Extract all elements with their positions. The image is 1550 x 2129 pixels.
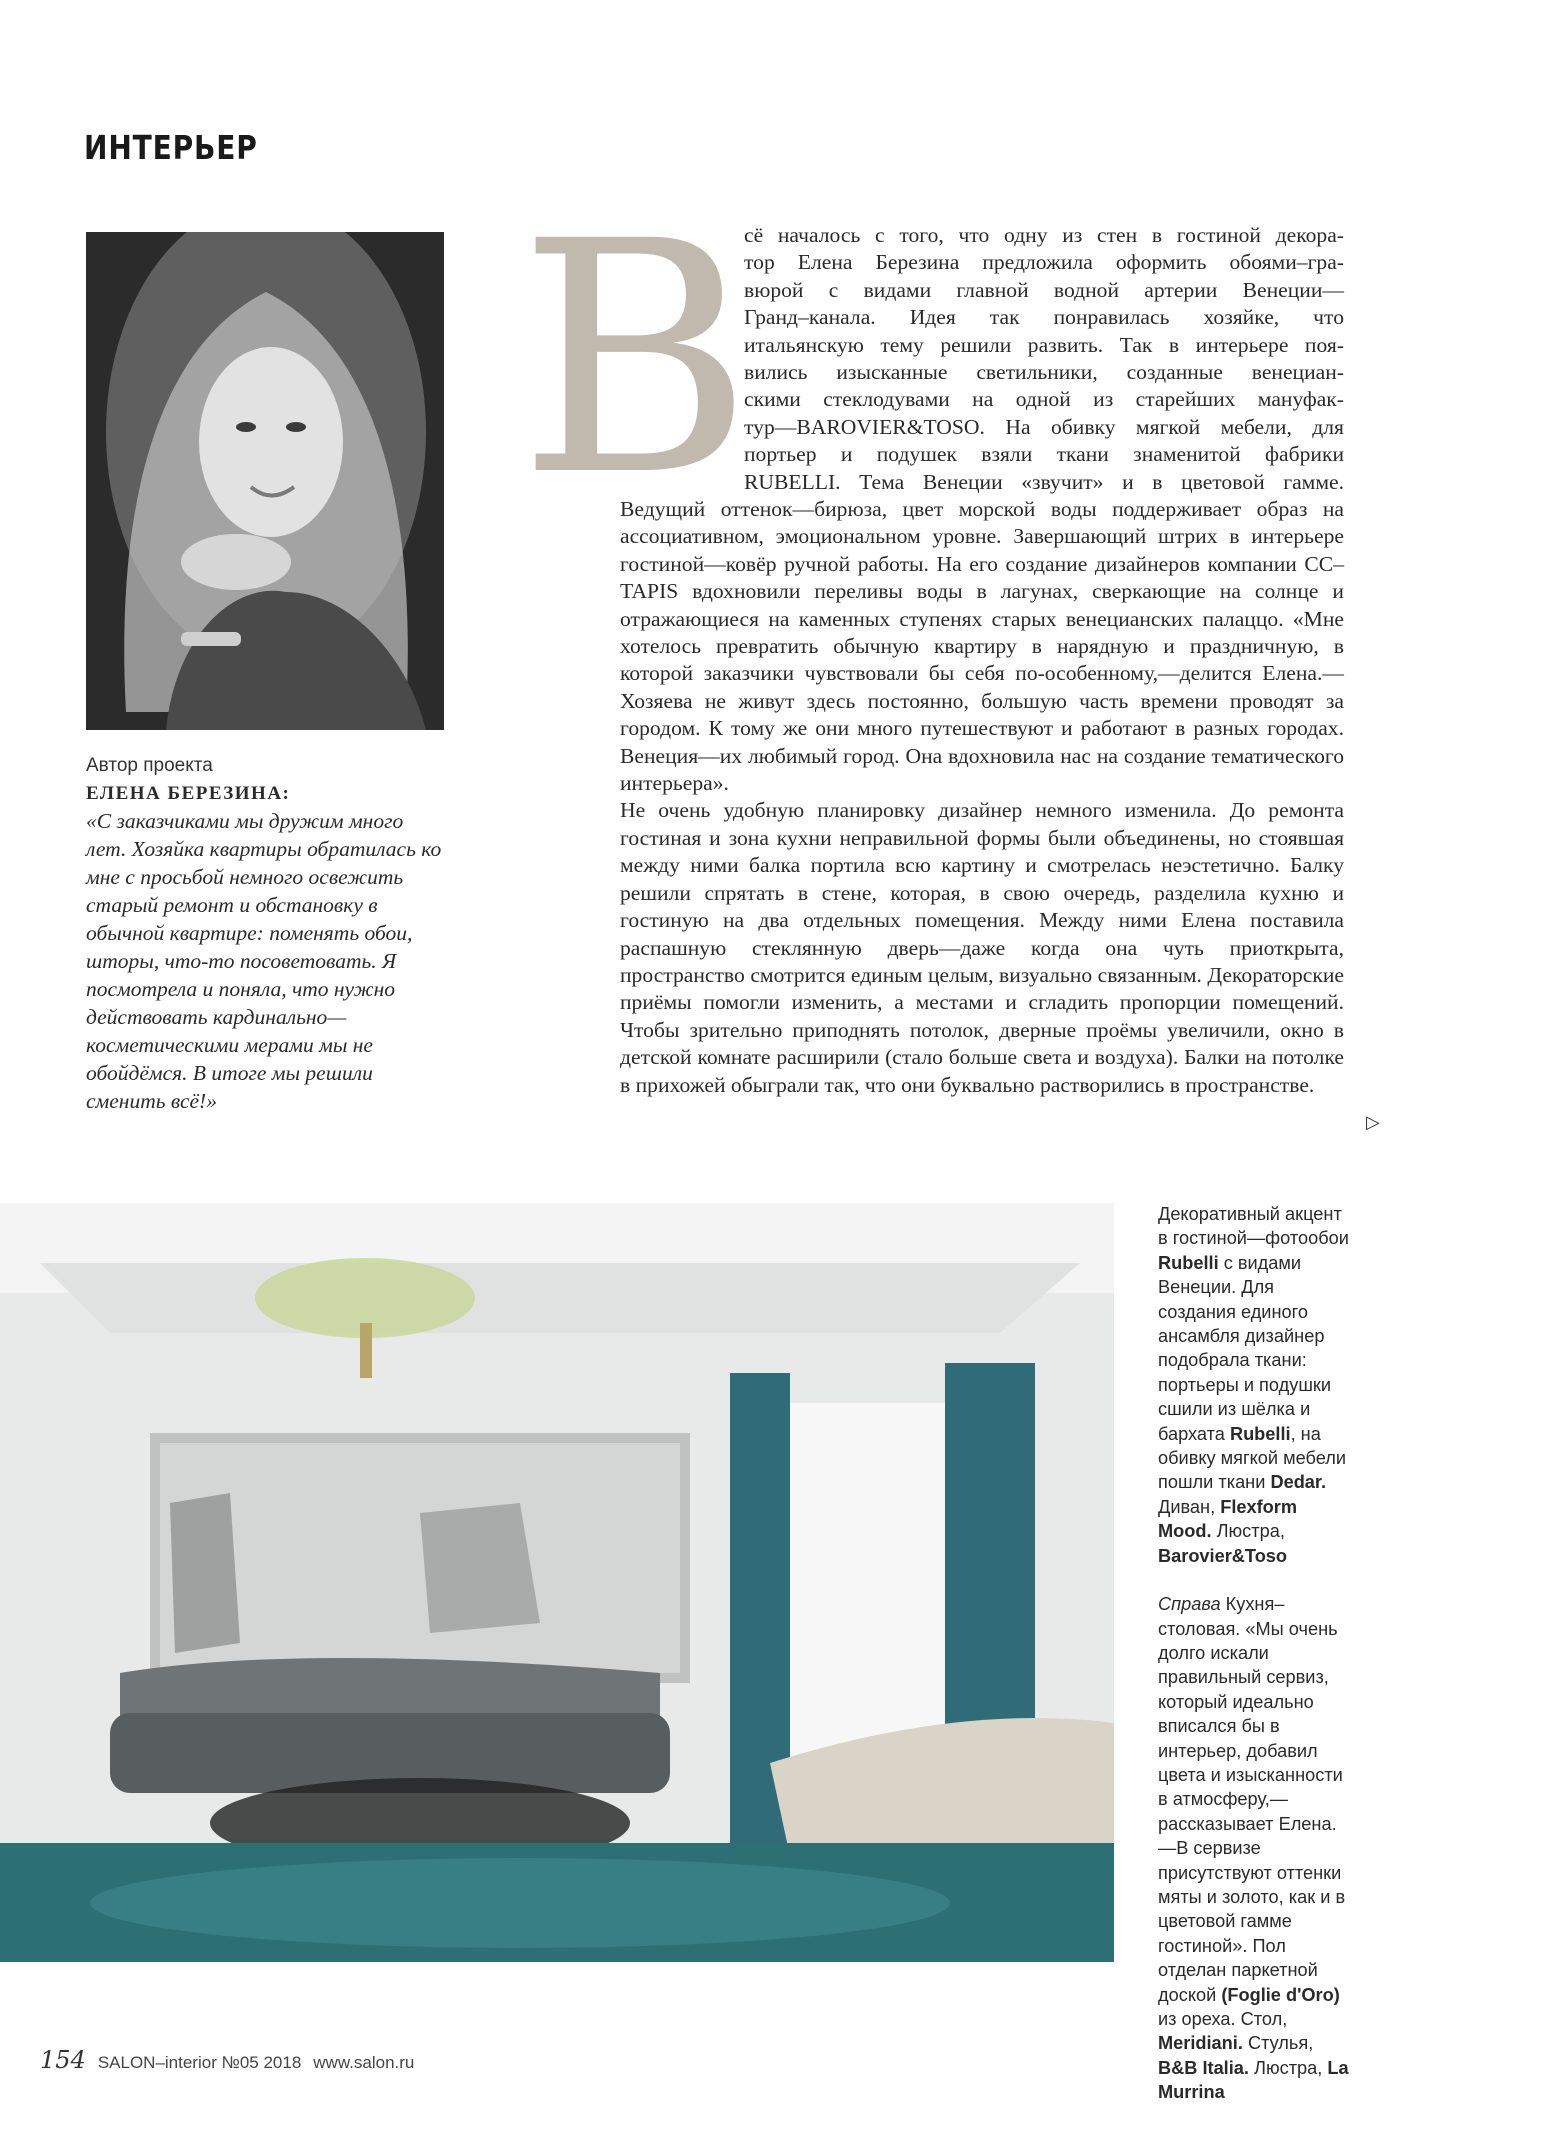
caption-text: , на обивку мягкой мебели пошли ткани xyxy=(1158,1423,1347,1493)
living-room-photo xyxy=(0,1203,1114,1962)
caption-brand: (Foglie d'Oro) xyxy=(1221,1984,1340,2005)
article-line: RUBELLI. Тема Венеции «звучит» и в цветовой гамме. xyxy=(744,469,1344,494)
caption-text: Люстра, xyxy=(1211,1521,1285,1542)
article-paragraph: Ведущий оттенок—бирюза, цвет морской воды поддерживает образ на ассоциативном, эмоциональном уровне. Завершающий штрих в интерьере гостиной—ковёр ручной работы. На его создание дизайнеров компании CC–TAPIS вдохновили переливы воды в лагунах, сверкающие на солнце и отражающиеся на каменных ступенях старых венецианских палаццо. «Мне хотелось превратить обычную квартиру в нарядную и праздничную, в которой заказчики чувствовали бы себя по-особенному,—делится Елена.—Хозяева не живут здесь постоянно, большую часть времени проводят за городом. К тому же они много путешествуют и работают в разных городах. Венеция—их любимый город. Она вдохновила нас на создание тематического интерьера». xyxy=(620,497,1344,796)
caption-brand: Barovier&Toso xyxy=(1158,1545,1288,1566)
caption-text: Стулья, xyxy=(1242,2033,1314,2054)
photo-caption-living-room xyxy=(1158,1202,1350,1568)
page-number: 154 xyxy=(40,2046,86,2074)
caption-brand: La Murrina xyxy=(1158,2057,1349,2103)
caption-brand: Rubelli xyxy=(1229,1423,1291,1444)
article-line: сё началось с того, что одну из стен в гостиной декора- xyxy=(744,223,1344,247)
author-portrait-photo xyxy=(86,232,444,730)
caption-text: Люстра, xyxy=(1248,2057,1328,2078)
caption-brand: Dedar. xyxy=(1270,1472,1327,1493)
author-name: ЕЛЕНА БЕРЕЗИНА: xyxy=(86,782,291,804)
article-line: вились изысканные светильники, созданные венециан- xyxy=(744,360,1344,385)
caption-brand: Flexform Mood. xyxy=(1158,1496,1298,1542)
magazine-issue: SALON–interior №05 2018 xyxy=(97,2053,302,2072)
author-role: Автор проекта xyxy=(86,755,213,776)
website-link[interactable]: www.salon.ru xyxy=(313,2053,415,2072)
caption-brand: Meridiani. xyxy=(1158,2033,1243,2054)
caption-text: Декоративный акцент в гостиной—фотообои xyxy=(1158,1204,1349,1249)
caption-text: с видами Венеции. Для создания единого ансамбля дизайнер подобрала ткани: портьеры и подушки сшили из шёлка и бархата xyxy=(1158,1252,1332,1444)
caption-text: Диван, xyxy=(1158,1496,1221,1517)
article-line: итальянскую тему решили развить. Так в интерьере поя- xyxy=(744,332,1344,357)
article-paragraph: Не очень удобную планировку дизайнер немного изменила. До ремонта гостиная и зона кухни неправильной формы были объединены, но стоявшая между ними балка портила всю картину и смотрелась неэстетично. Балку решили спрятать в стене, которая, в свою очередь, разделила кухню и гостиную на два отдельных помещения. Между ними Елена поставила распашную стеклянную дверь—даже когда она чуть приоткрыта, пространство смотрится единым целым, визуально связанным. Декораторские приёмы помогли изменить, а местами и сгладить пропорции помещений. Чтобы зрительно приподнять потолок, дверные проёмы увеличили, окно в детской комнате расширили (стало больше света и воздуха). Балки на потолке в прихожей обыграли так, что они буквально растворились в пространстве. xyxy=(620,798,1344,1097)
caption-brand: Rubelli xyxy=(1158,1252,1219,1273)
article-body xyxy=(620,496,1344,1099)
caption-text: Кухня–столовая. «Мы очень долго искали правильный сервиз, который идеально вписался бы в интерьер, добавил цвета и изысканности в атмосферу,—рассказывает Елена.—В сервизе присутствуют оттенки мяты и золото, как и в цветовой гамме гостиной». Пол отделан паркетной доской xyxy=(1158,1594,1346,2005)
article-line: скими стеклодувами на одной из старейших мануфак- xyxy=(744,387,1344,412)
article-intro-lines xyxy=(744,222,1344,496)
photo-caption-kitchen xyxy=(1158,1592,1350,2105)
article-line: вюрой с видами главной водной артерии Венеции— xyxy=(744,277,1344,302)
section-title: ИНТЕРЬЕР xyxy=(84,128,258,167)
article-line: тур—BAROVIER&TOSO. На обивку мягкой мебели, для xyxy=(744,414,1344,439)
article-line: тор Елена Березина предложила оформить обоями–гра- xyxy=(744,250,1344,275)
continue-arrow-icon: ▷ xyxy=(1366,1112,1380,1132)
caption-brand: B&B Italia. xyxy=(1158,2057,1249,2078)
page-footer xyxy=(40,2046,414,2074)
author-quote: «С заказчиками мы дружим много лет. Хозяйка квартиры обратилась ко мне с просьбой немного освежить старый ремонт и обстановку в обычной квартире: поменять обои, шторы, что-то посоветовать. Я посмотрела и поняла, что нужно действовать кардинально—косметическими мерами мы не обойдёмся. В итоге мы решили сменить всё!» xyxy=(86,809,442,1113)
caption-direction: Справа xyxy=(1158,1594,1221,1615)
article-line: портьер и подушек взяли ткани знаменитой фабрики xyxy=(744,442,1344,467)
author-caption xyxy=(86,752,446,1115)
drop-cap: В xyxy=(518,174,754,546)
photo-caption xyxy=(1158,1202,1350,2129)
article-line: Гранд–канала. Идея так понравилась хозяйке, что xyxy=(744,305,1344,330)
caption-text: из ореха. Стол, xyxy=(1158,2009,1288,2029)
